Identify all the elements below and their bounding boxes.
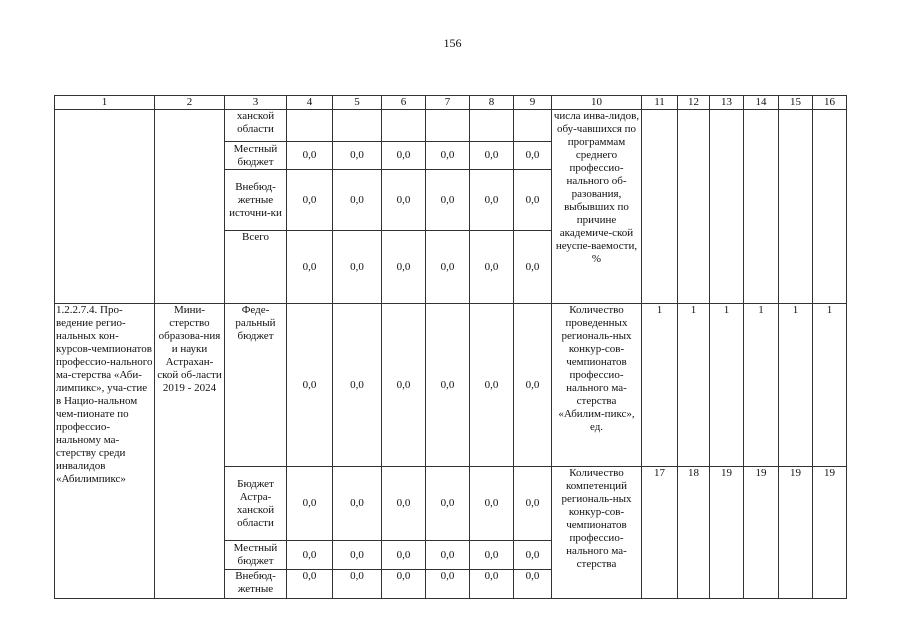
value-cell: 0,0 xyxy=(333,142,382,170)
target-cell: 1 xyxy=(710,304,744,467)
value-cell: 0,0 xyxy=(470,231,514,304)
value-cell: 0,0 xyxy=(514,304,552,467)
target-cell: 19 xyxy=(779,467,813,599)
indicator-cell: Количество компетенций региональ-ных конкур-сов-чемпионатов профессио-нального ма-стерства xyxy=(552,467,642,599)
target-cell xyxy=(642,110,678,304)
value-cell: 0,0 xyxy=(470,570,514,599)
value-cell: 0,0 xyxy=(514,231,552,304)
page-number: 156 xyxy=(443,36,462,50)
col-header: 2 xyxy=(155,96,225,110)
executor-cell xyxy=(155,110,225,304)
value-cell: 0,0 xyxy=(287,170,333,231)
target-cell: 1 xyxy=(779,304,813,467)
indicator-cell: числа инва-лидов, обу-чавшихся по программам среднего профессио-нального об-разования, выбывших по причине академиче-ской неуспе-ваемости, % xyxy=(552,110,642,304)
source-cell: Феде-ральный бюджет xyxy=(225,304,287,467)
target-cell: 1 xyxy=(744,304,779,467)
value-cell: 0,0 xyxy=(426,541,470,570)
header-row xyxy=(55,96,847,110)
col-header: 16 xyxy=(813,96,847,110)
col-header: 3 xyxy=(225,96,287,110)
target-cell xyxy=(813,110,847,304)
table-row xyxy=(55,304,847,467)
target-cell xyxy=(744,110,779,304)
value-cell: 0,0 xyxy=(382,170,426,231)
value-cell: 0,0 xyxy=(287,304,333,467)
value-cell: 0,0 xyxy=(514,170,552,231)
value-cell: 0,0 xyxy=(382,570,426,599)
value-cell: 0,0 xyxy=(470,304,514,467)
source-cell: Всего xyxy=(225,231,287,304)
value-cell: 0,0 xyxy=(426,170,470,231)
target-cell xyxy=(779,110,813,304)
col-header: 9 xyxy=(514,96,552,110)
value-cell: 0,0 xyxy=(333,467,382,541)
value-cell xyxy=(287,110,333,142)
value-cell: 0,0 xyxy=(382,541,426,570)
value-cell: 0,0 xyxy=(514,467,552,541)
value-cell: 0,0 xyxy=(514,142,552,170)
value-cell: 0,0 xyxy=(514,541,552,570)
col-header: 15 xyxy=(779,96,813,110)
value-cell: 0,0 xyxy=(287,570,333,599)
table-row xyxy=(55,110,847,142)
target-cell: 1 xyxy=(678,304,710,467)
value-cell xyxy=(514,110,552,142)
col-header: 5 xyxy=(333,96,382,110)
value-cell: 0,0 xyxy=(382,467,426,541)
target-cell: 1 xyxy=(642,304,678,467)
value-cell: 0,0 xyxy=(287,467,333,541)
value-cell: 0,0 xyxy=(287,231,333,304)
value-cell xyxy=(382,110,426,142)
col-header: 13 xyxy=(710,96,744,110)
col-header: 1 xyxy=(55,96,155,110)
value-cell: 0,0 xyxy=(287,142,333,170)
target-cell: 19 xyxy=(813,467,847,599)
value-cell: 0,0 xyxy=(426,142,470,170)
value-cell: 0,0 xyxy=(470,142,514,170)
target-cell xyxy=(678,110,710,304)
source-cell: Бюджет Астра-ханской области xyxy=(225,467,287,541)
activity-cell xyxy=(55,110,155,304)
value-cell: 0,0 xyxy=(382,142,426,170)
value-cell xyxy=(426,110,470,142)
col-header: 11 xyxy=(642,96,678,110)
value-cell: 0,0 xyxy=(382,231,426,304)
source-cell: Внебюд-жетные источни-ки xyxy=(225,170,287,231)
source-cell: ханской области xyxy=(225,110,287,142)
source-cell: Местный бюджет xyxy=(225,541,287,570)
col-header: 12 xyxy=(678,96,710,110)
target-cell: 17 xyxy=(642,467,678,599)
value-cell: 0,0 xyxy=(333,170,382,231)
value-cell xyxy=(470,110,514,142)
activity-cell: 1.2.2.7.4. Про-ведение регио-нальных кон-курсов-чемпионатов профессио-нального ма-стерства «Аби-лимпикс», уча-стие в Нацио-нальном чем-пионате по профессио-нальному ма-стерству среди инвалидов «Абилимпикс» xyxy=(55,304,155,599)
col-header: 7 xyxy=(426,96,470,110)
value-cell: 0,0 xyxy=(426,231,470,304)
value-cell: 0,0 xyxy=(382,304,426,467)
value-cell xyxy=(333,110,382,142)
indicator-cell: Количество проведенных региональ-ных конкур-сов-чемпионатов профессио-нального ма-стерства «Абилим-пикс», ед. xyxy=(552,304,642,467)
value-cell: 0,0 xyxy=(470,467,514,541)
target-cell: 19 xyxy=(744,467,779,599)
target-cell: 1 xyxy=(813,304,847,467)
col-header: 4 xyxy=(287,96,333,110)
value-cell: 0,0 xyxy=(333,304,382,467)
source-cell: Местный бюджет xyxy=(225,142,287,170)
target-cell: 19 xyxy=(710,467,744,599)
budget-table xyxy=(54,95,847,599)
value-cell: 0,0 xyxy=(426,467,470,541)
value-cell: 0,0 xyxy=(287,541,333,570)
value-cell: 0,0 xyxy=(514,570,552,599)
col-header: 10 xyxy=(552,96,642,110)
value-cell: 0,0 xyxy=(470,170,514,231)
value-cell: 0,0 xyxy=(333,231,382,304)
target-cell xyxy=(710,110,744,304)
col-header: 8 xyxy=(470,96,514,110)
col-header: 14 xyxy=(744,96,779,110)
value-cell: 0,0 xyxy=(426,570,470,599)
value-cell: 0,0 xyxy=(470,541,514,570)
target-cell: 18 xyxy=(678,467,710,599)
executor-cell: Мини-стерство образова-ния и науки Астрахан-ской об-ласти 2019 - 2024 xyxy=(155,304,225,599)
value-cell: 0,0 xyxy=(426,304,470,467)
source-cell: Внебюд-жетные xyxy=(225,570,287,599)
value-cell: 0,0 xyxy=(333,541,382,570)
value-cell: 0,0 xyxy=(333,570,382,599)
col-header: 6 xyxy=(382,96,426,110)
